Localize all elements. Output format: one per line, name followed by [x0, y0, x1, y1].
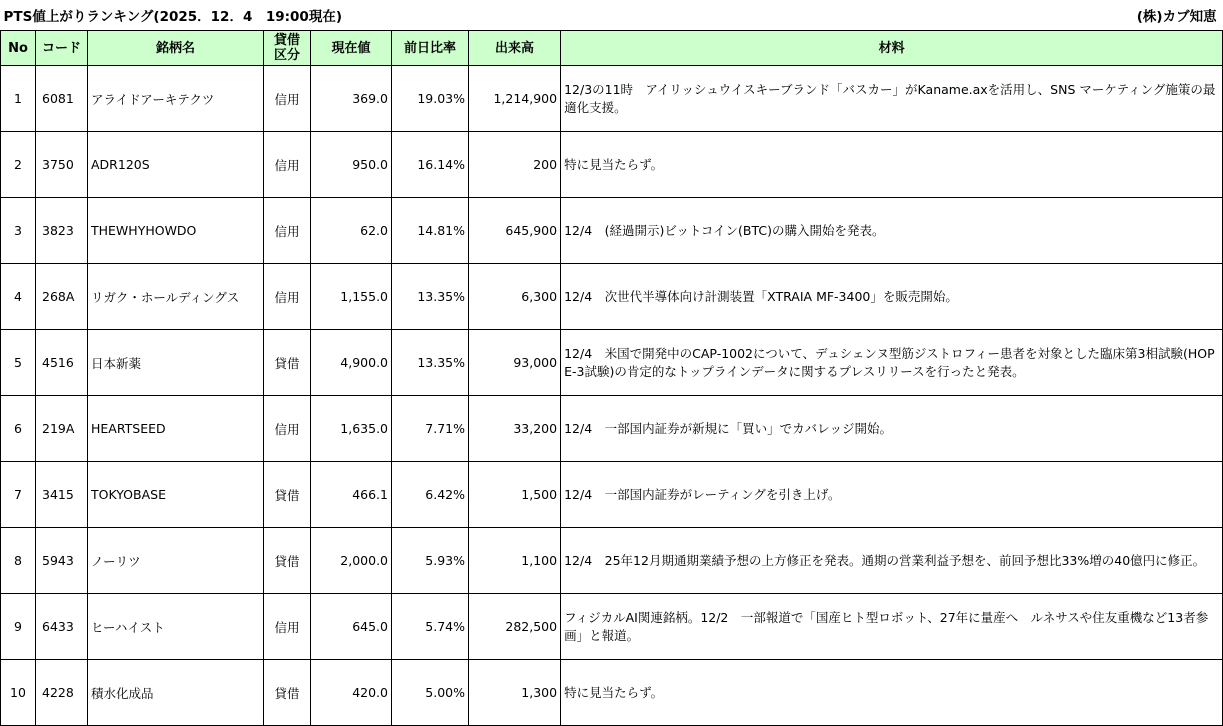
table-row [1, 462, 1223, 528]
cell-no: 5 [1, 330, 36, 396]
cell-change: 6.42% [392, 462, 469, 528]
cell-volume: 645,900 [469, 198, 561, 264]
cell-code: 219A [36, 396, 88, 462]
cell-note: 12/4 米国で開発中のCAP-1002について、デュシェンヌ型筋ジストロフィー患者を対象とした臨床第3相試験(HOPE-3試験)の肯定的なトップラインデータに関するプレスリリースを行ったと発表。 [561, 330, 1223, 396]
cell-change: 14.81% [392, 198, 469, 264]
cell-kubun: 信用 [264, 66, 311, 132]
table-row [1, 660, 1223, 726]
cell-code: 3823 [36, 198, 88, 264]
cell-change: 13.35% [392, 330, 469, 396]
cell-code: 5943 [36, 528, 88, 594]
cell-code: 4228 [36, 660, 88, 726]
cell-name: 日本新薬 [88, 330, 264, 396]
cell-code: 3750 [36, 132, 88, 198]
table-row [1, 330, 1223, 396]
cell-no: 10 [1, 660, 36, 726]
cell-price: 645.0 [311, 594, 392, 660]
cell-volume: 1,300 [469, 660, 561, 726]
cell-change: 5.93% [392, 528, 469, 594]
header-kubun [264, 31, 311, 66]
cell-note: 12/4 (経過開示)ビットコイン(BTC)の購入開始を発表。 [561, 198, 1223, 264]
cell-kubun: 信用 [264, 264, 311, 330]
cell-code: 4516 [36, 330, 88, 396]
header-volume: 出来高 [469, 31, 561, 66]
cell-volume: 200 [469, 132, 561, 198]
table-row [1, 594, 1223, 660]
cell-volume: 1,214,900 [469, 66, 561, 132]
cell-note: 12/4 25年12月期通期業績予想の上方修正を発表。通期の営業利益予想を、前回予想比33%増の40億円に修正。 [561, 528, 1223, 594]
cell-volume: 6,300 [469, 264, 561, 330]
cell-name: 積水化成品 [88, 660, 264, 726]
cell-price: 4,900.0 [311, 330, 392, 396]
cell-no: 8 [1, 528, 36, 594]
table-row [1, 528, 1223, 594]
cell-change: 7.71% [392, 396, 469, 462]
table-row [1, 198, 1223, 264]
cell-note: 12/4 一部国内証券がレーティングを引き上げ。 [561, 462, 1223, 528]
cell-kubun: 信用 [264, 132, 311, 198]
cell-price: 2,000.0 [311, 528, 392, 594]
cell-code: 6081 [36, 66, 88, 132]
company-name: (株)カブ知恵 [1136, 9, 1217, 25]
cell-name: ADR120S [88, 132, 264, 198]
table-row [1, 264, 1223, 330]
header-no: No [1, 31, 36, 66]
cell-note: 特に見当たらず。 [561, 660, 1223, 726]
table-body [1, 66, 1223, 726]
cell-no: 1 [1, 66, 36, 132]
header-code: コード [36, 31, 88, 66]
cell-price: 369.0 [311, 66, 392, 132]
cell-volume: 33,200 [469, 396, 561, 462]
cell-volume: 1,500 [469, 462, 561, 528]
header-row [1, 31, 1223, 66]
cell-note: フィジカルAI関連銘柄。12/2 一部報道で「国産ヒト型ロボット、27年に量産へ ルネサスや住友重機など13者参画」と報道。 [561, 594, 1223, 660]
cell-change: 5.00% [392, 660, 469, 726]
cell-no: 2 [1, 132, 36, 198]
header-name: 銘柄名 [88, 31, 264, 66]
header-note: 材料 [561, 31, 1223, 66]
cell-price: 1,155.0 [311, 264, 392, 330]
cell-no: 6 [1, 396, 36, 462]
cell-price: 1,635.0 [311, 396, 392, 462]
cell-change: 16.14% [392, 132, 469, 198]
header-price: 現在値 [311, 31, 392, 66]
cell-no: 7 [1, 462, 36, 528]
cell-price: 420.0 [311, 660, 392, 726]
cell-volume: 282,500 [469, 594, 561, 660]
cell-name: THEWHYHOWDO [88, 198, 264, 264]
cell-note: 12/4 一部国内証券が新規に「買い」でカバレッジ開始。 [561, 396, 1223, 462]
cell-kubun: 貸借 [264, 528, 311, 594]
cell-volume: 1,100 [469, 528, 561, 594]
cell-change: 13.35% [392, 264, 469, 330]
cell-price: 950.0 [311, 132, 392, 198]
cell-kubun: 信用 [264, 594, 311, 660]
table-row [1, 396, 1223, 462]
cell-name: アライドアーキテクツ [88, 66, 264, 132]
cell-kubun: 貸借 [264, 660, 311, 726]
cell-volume: 93,000 [469, 330, 561, 396]
table-row [1, 66, 1223, 132]
cell-code: 268A [36, 264, 88, 330]
cell-change: 5.74% [392, 594, 469, 660]
cell-name: HEARTSEED [88, 396, 264, 462]
header-change: 前日比率 [392, 31, 469, 66]
cell-price: 466.1 [311, 462, 392, 528]
cell-kubun: 貸借 [264, 330, 311, 396]
cell-code: 6433 [36, 594, 88, 660]
cell-note: 12/4 次世代半導体向け計測装置「XTRAIA MF-3400」を販売開始。 [561, 264, 1223, 330]
cell-no: 9 [1, 594, 36, 660]
cell-note: 特に見当たらず。 [561, 132, 1223, 198]
cell-name: リガク・ホールディングス [88, 264, 264, 330]
cell-no: 4 [1, 264, 36, 330]
table-row [1, 132, 1223, 198]
cell-kubun: 信用 [264, 396, 311, 462]
header-kubun-line2: 区分 [273, 48, 300, 63]
cell-note: 12/3の11時 アイリッシュウイスキーブランド「バスカー」がKaname.axを活用し、SNS マーケティング施策の最適化支援。 [561, 66, 1223, 132]
cell-change: 19.03% [392, 66, 469, 132]
cell-kubun: 信用 [264, 198, 311, 264]
cell-name: ヒーハイスト [88, 594, 264, 660]
cell-name: TOKYOBASE [88, 462, 264, 528]
page-title: PTS値上がりランキング(2025．12．4 19:00現在) [3, 9, 342, 25]
cell-no: 3 [1, 198, 36, 264]
cell-code: 3415 [36, 462, 88, 528]
cell-name: ノーリツ [88, 528, 264, 594]
cell-kubun: 貸借 [264, 462, 311, 528]
header-kubun-line1: 貸借 [273, 33, 300, 48]
cell-price: 62.0 [311, 198, 392, 264]
